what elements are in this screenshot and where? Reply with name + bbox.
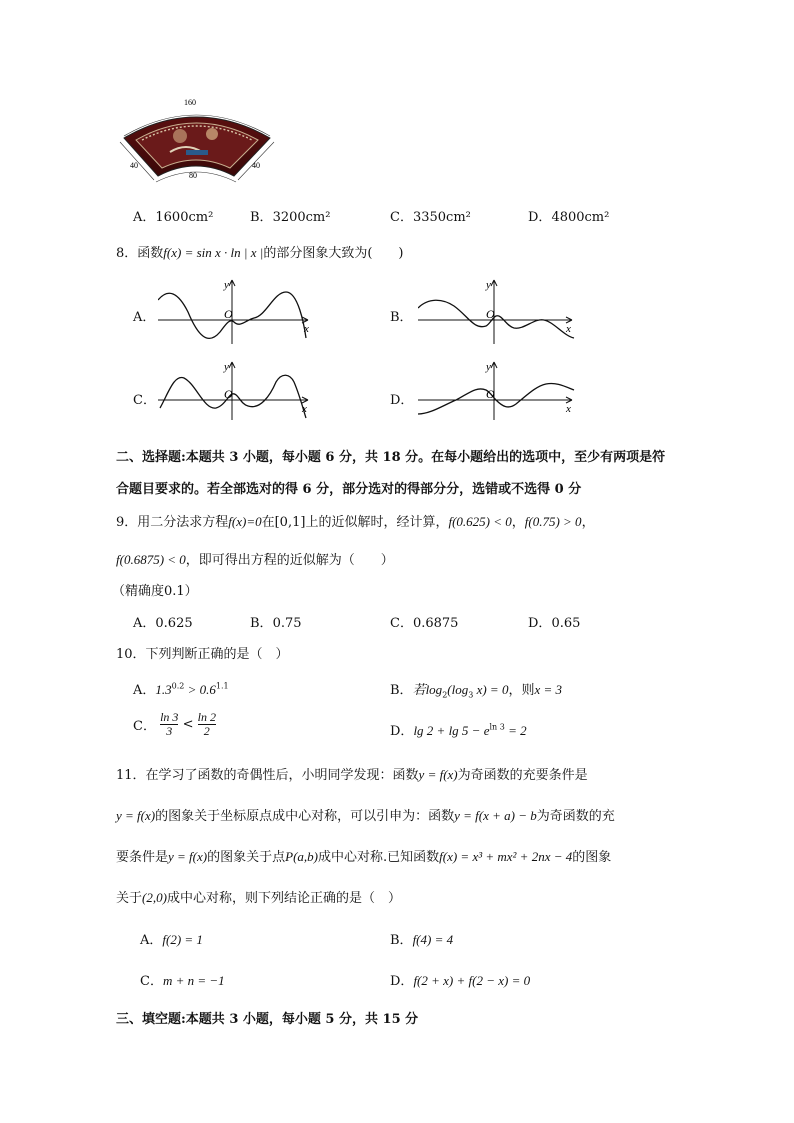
q9-option-d[interactable] — [528, 612, 580, 631]
q8-stem — [116, 242, 404, 261]
q11-stem-line4 — [116, 887, 401, 906]
q10-option-d-result: = 2 — [504, 723, 527, 738]
q8-prefix: 函数 — [137, 246, 164, 261]
q8-number: 8． — [116, 246, 138, 261]
q9-condition-3: f(0.6875) < 0 — [116, 552, 186, 567]
q11-option-a-value: f(2) = 1 — [162, 932, 203, 947]
q11-text-4a: 关于 — [116, 891, 143, 906]
q11-text-3g: 的图象 — [572, 850, 612, 865]
q11-stem-line1 — [116, 764, 588, 783]
q7-option-a[interactable] — [133, 206, 213, 225]
frac2-numerator: ln 2 — [197, 710, 216, 724]
graph-c-curve — [160, 375, 306, 418]
q10-option-a[interactable] — [133, 679, 229, 698]
q9-text-c: 上的近似解时，经计算， — [305, 515, 449, 530]
q10-option-d[interactable] — [390, 720, 527, 739]
graph-b-curve — [418, 300, 574, 338]
q11-option-a[interactable] — [140, 929, 203, 948]
q11-text-1b: y = f(x) — [418, 767, 458, 782]
q8-graph-d-letter[interactable]: D． — [390, 393, 414, 408]
q7-option-a-value: 1600cm² — [155, 210, 214, 225]
q8-graph-d — [418, 360, 578, 422]
q11-text-3b: y = f(x) — [168, 849, 208, 864]
q9-option-b-letter: B． — [250, 616, 273, 631]
q11-text-2d: 为奇函数的充 — [536, 809, 615, 824]
q10-option-b-log: 若log — [412, 682, 443, 697]
q10-option-c[interactable] — [133, 711, 216, 738]
q11-text-3f: f(x) = x³ + mx² + 2nx − 4 — [439, 849, 573, 864]
q11-stem-line3 — [116, 846, 611, 865]
q10-option-c-rel: < — [182, 717, 194, 732]
q9-option-a-letter: A． — [133, 616, 156, 631]
q7-option-d-letter: D． — [528, 210, 552, 225]
fan-dim-left: 40 — [130, 161, 138, 170]
q9-stem-line2 — [116, 549, 394, 568]
q7-option-c-value: 3350cm² — [412, 210, 471, 225]
q11-stem-line2 — [116, 805, 615, 824]
q11-text-2c: y = f(x + a) − b — [454, 808, 537, 823]
q7-option-b[interactable] — [250, 206, 330, 225]
q8-graph-c-letter[interactable]: C． — [133, 393, 156, 408]
q10-option-a-exp1: 0.2 — [171, 681, 185, 691]
q7-option-b-letter: B． — [250, 210, 273, 225]
q11-text-2a: y = f(x) — [116, 808, 156, 823]
q9-text-a: 9．用二分法求方程 — [116, 515, 229, 530]
q9-precision: （精确度0.1） — [112, 584, 198, 599]
q7-option-c-letter: C． — [390, 210, 413, 225]
q9-option-a[interactable] — [133, 612, 193, 631]
q11-option-c-letter: C． — [140, 974, 163, 989]
graph-d-x-label: x — [566, 403, 571, 415]
q7-option-d-value: 4800cm² — [551, 210, 610, 225]
q8-graph-c — [158, 360, 318, 422]
q9-option-d-letter: D． — [528, 616, 552, 631]
q10-option-b-result: x = 3 — [534, 682, 563, 697]
fan-dim-right: 40 — [252, 161, 260, 170]
q11-option-a-letter: A． — [140, 933, 163, 948]
q8-graph-b — [418, 278, 578, 346]
q9-option-c[interactable] — [390, 612, 458, 631]
q10-option-b-eq: x) = 0 — [473, 682, 509, 697]
q9-sep: ， — [511, 515, 525, 530]
q9-option-a-value: 0.625 — [155, 616, 193, 631]
graph-c-y-label: y — [224, 361, 229, 373]
q10-option-b-then: ，则 — [508, 683, 535, 698]
q11-text-4c: 成中心对称，则下列结论正确的是（ ） — [166, 891, 401, 906]
q9-condition-1: f(0.625) < 0 — [448, 514, 512, 529]
q8-graph-b-letter[interactable]: B． — [390, 310, 413, 325]
q8-suffix: 的部分图象大致为( ) — [263, 246, 404, 261]
graph-a-y-label: y — [224, 279, 229, 291]
q11-option-d-letter: D． — [390, 974, 414, 989]
graph-b-x-label: x — [566, 323, 571, 335]
q11-option-b-letter: B． — [390, 933, 413, 948]
q7-option-a-letter: A． — [133, 210, 156, 225]
q10-option-c-frac1 — [160, 711, 178, 738]
q9-option-b-value: 0.75 — [272, 616, 302, 631]
q10-option-d-expr: lg 2 + lg 5 − e — [413, 723, 490, 738]
frac1-numerator: ln 3 — [160, 710, 179, 724]
q11-text-2b: 的图象关于坐标原点成中心对称，可以引申为：函数 — [155, 809, 455, 824]
q8-formula: f(x) = sin x · ln | x | — [163, 245, 264, 260]
q7-option-c[interactable] — [390, 206, 471, 225]
q10-stem: 10．下列判断正确的是（ ） — [116, 647, 289, 662]
graph-a-origin: O — [224, 307, 233, 321]
graph-d-origin: O — [486, 387, 495, 401]
q10-option-b[interactable] — [390, 679, 562, 700]
q9-option-b[interactable] — [250, 612, 302, 631]
q11-option-b[interactable] — [390, 929, 453, 948]
q10-option-a-letter: A． — [133, 683, 156, 698]
q9-equation: f(x)=0 — [228, 514, 262, 529]
graph-b-origin: O — [486, 307, 495, 321]
section3-heading: 三、填空题:本题共 3 小题，每小题 5 分，共 15 分 — [116, 1012, 419, 1027]
q11-option-b-value: f(4) = 4 — [412, 932, 454, 947]
q9-condition-2: f(0.75) > 0 — [524, 514, 582, 529]
q11-text-3a: 要条件是 — [116, 850, 169, 865]
frac1-denominator: 3 — [166, 724, 173, 738]
q11-option-c-value: m + n = −1 — [162, 973, 225, 988]
q11-text-3c: 的图象关于点 — [207, 850, 286, 865]
q7-option-b-value: 3200cm² — [272, 210, 331, 225]
q9-interval: [0,1] — [274, 515, 306, 530]
q11-text-1c: 为奇函数的充要条件是 — [457, 768, 588, 783]
graph-a-x-label: x — [304, 323, 309, 335]
fan-figure — [112, 96, 282, 188]
q11-option-d[interactable] — [390, 970, 530, 989]
q10-option-c-letter: C． — [133, 719, 156, 734]
graph-c-origin: O — [224, 387, 233, 401]
q10-option-a-base: 1.3 — [155, 682, 172, 697]
q11-text-3e: 成中心对称.已知函数 — [317, 850, 440, 865]
frac2-denominator: 2 — [203, 724, 210, 738]
q10-option-b-sub1: 2 — [442, 690, 448, 700]
q8-graph-a — [158, 278, 318, 346]
q9-option-d-value: 0.65 — [551, 616, 581, 631]
q9-stem-line1 — [116, 511, 595, 530]
q10-option-c-frac2 — [198, 711, 216, 738]
q8-graph-a-letter[interactable]: A． — [133, 310, 156, 325]
q10-option-b-mid: (log — [447, 682, 469, 697]
section2-heading-line1: 二、选择题:本题共 3 小题，每小题 6 分，共 18 分。在每小题给出的选项中，至少有两项是符 — [116, 450, 666, 465]
q10-option-a-rel: > 0.6 — [184, 682, 216, 697]
q11-text-1a: 11．在学习了函数的奇偶性后，小明同学发现：函数 — [116, 768, 419, 783]
graph-d-y-label: y — [486, 361, 491, 373]
q9-option-c-value: 0.6875 — [412, 616, 459, 631]
q10-option-b-letter: B． — [390, 683, 413, 698]
fan-dim-bottom: 80 — [189, 171, 197, 180]
q9-option-c-letter: C． — [390, 616, 413, 631]
q11-text-4b: (2,0) — [142, 890, 167, 905]
graph-b-y-label: y — [486, 279, 491, 291]
q10-option-d-letter: D． — [390, 724, 414, 739]
graph-c-x-label: x — [302, 403, 307, 415]
q11-option-c[interactable] — [140, 970, 225, 989]
q10-option-a-exp2: 1.1 — [215, 681, 229, 691]
section2-heading-line2: 合题目要求的。若全部选对的得 6 分，部分选对的得部分分，选错或不选得 0 分 — [116, 482, 582, 497]
fan-dim-top: 160 — [184, 98, 196, 107]
q10-option-d-exp: ln 3 — [489, 722, 505, 732]
q9-sep-2: ， — [581, 515, 595, 530]
graph-d-curve — [418, 383, 574, 414]
q11-option-d-value: f(2 + x) + f(2 − x) = 0 — [413, 973, 531, 988]
q11-text-3d: P(a,b) — [285, 849, 318, 864]
q10-option-b-sub2: 3 — [468, 690, 474, 700]
q9-text-b: 在 — [261, 515, 275, 530]
q9-text-d: ，即可得出方程的近似解为（ ） — [185, 553, 394, 568]
q7-option-d[interactable] — [528, 206, 609, 225]
